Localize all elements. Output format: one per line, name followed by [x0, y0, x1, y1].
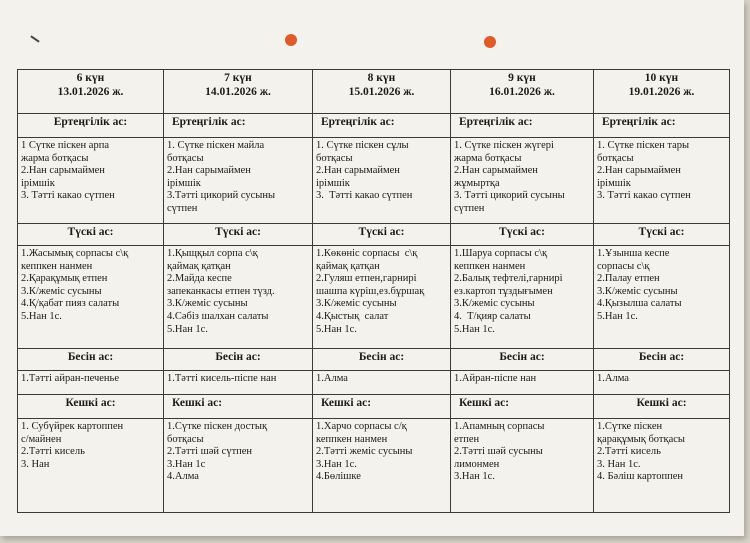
menu-item-line: 1.Тәтті кисель-піспе нан	[167, 373, 277, 384]
menu-item-line: кеппкен нанмен	[21, 260, 93, 272]
dinner-label-row	[18, 395, 730, 419]
meal-label: Түскі ас:	[18, 224, 164, 246]
menu-item-line: етпен	[454, 433, 480, 445]
meal-label: Ертеңгілік ас:	[594, 114, 730, 138]
day-header: 6 күн 13.01.2026 ж.	[18, 70, 164, 114]
meal-label: Кешкі ас:	[451, 395, 594, 419]
menu-cell	[18, 138, 164, 224]
menu-item-line: 3. Нан 1с.	[597, 458, 641, 470]
binder-hole-left	[285, 34, 297, 46]
meal-label: Ертеңгілік ас:	[313, 114, 451, 138]
meal-label: Түскі ас:	[451, 224, 594, 246]
menu-cell	[18, 371, 164, 395]
menu-item-line: жарма ботқасы	[21, 152, 89, 164]
menu-cell	[451, 371, 594, 395]
menu-item-line: 3. Тәтті какао сүтпен	[316, 190, 413, 202]
menu-item-line: 2.Тәтті жеміс сусыны	[316, 446, 413, 458]
menu-item-line: 2.Тәтті шәй сүтпен	[167, 446, 253, 458]
menu-item-line: 5.Нан 1с.	[21, 310, 62, 322]
menu-item-line: ботқасы	[167, 152, 204, 164]
meal-label: Ертеңгілік ас:	[18, 114, 164, 138]
menu-item-line: 1.Қыщқыл сорпа с\қ	[167, 248, 258, 259]
menu-cell	[313, 138, 451, 224]
menu-item-line: 2.Тәтті кисель	[597, 446, 661, 458]
menu-item-line: сүтпен	[167, 202, 198, 214]
menu-item-line: 5.Нан 1с.	[597, 310, 638, 322]
menu-item-line: шашпа күріш,ез.бұршақ	[316, 285, 425, 297]
menu-cell	[313, 419, 451, 513]
menu-item-line: 4.Сәбіз шалхан салаты	[167, 310, 269, 322]
pen-mark	[30, 35, 39, 42]
menu-item-line: 1. Сүтке піскен тары	[597, 140, 690, 151]
snack-label-row	[18, 349, 730, 371]
menu-cell	[594, 419, 730, 513]
menu-item-line: кеппкен нанмен	[316, 433, 388, 445]
menu-item-line: 1.Харчо сорпасы с/қ	[316, 421, 407, 432]
menu-item-line: кеппкен нанмен	[454, 260, 526, 272]
menu-item-line: 1.Сүтке піскен достық	[167, 421, 268, 432]
meal-label: Түскі ас:	[313, 224, 451, 246]
menu-item-line: 1.Апамның сорпасы	[454, 421, 545, 432]
menu-item-line: 4. Т/қияр салаты	[454, 310, 531, 322]
menu-item-line: 1. Сүтке піскен жүгері	[454, 140, 554, 151]
dinner-items-row	[18, 419, 730, 513]
menu-cell	[594, 371, 730, 395]
meal-label: Кешкі ас:	[594, 395, 730, 419]
meal-label: Кешкі ас:	[164, 395, 313, 419]
menu-item-line: 1.Алма	[316, 373, 348, 384]
menu-item-line: 4.Алма	[167, 471, 199, 483]
menu-table	[17, 69, 730, 513]
menu-item-line: 4.Қызылша салаты	[597, 298, 682, 310]
lunch-items-row	[18, 246, 730, 349]
menu-item-line: 1.Шаруа сорпасы с\қ	[454, 248, 548, 259]
menu-item-line: 1.Айран-піспе нан	[454, 373, 537, 384]
menu-cell	[18, 419, 164, 513]
menu-item-line: 1.Сүтке піскен	[597, 421, 663, 432]
menu-cell	[594, 138, 730, 224]
menu-cell	[18, 246, 164, 349]
day-header: 7 күн 14.01.2026 ж.	[164, 70, 313, 114]
menu-item-line: 2.Палау етпен	[597, 273, 660, 285]
menu-cell	[451, 138, 594, 224]
meal-label: Түскі ас:	[164, 224, 313, 246]
meal-label: Ертеңгілік ас:	[164, 114, 313, 138]
menu-item-line: 5.Нан 1с.	[167, 323, 208, 335]
menu-item-line: 2.Нан сарымаймен	[597, 165, 681, 177]
menu-item-line: 5.Нан 1с.	[454, 323, 495, 335]
menu-item-line: ботқасы	[316, 152, 353, 164]
meal-label: Бесін ас:	[594, 349, 730, 371]
day-header: 9 күн 16.01.2026 ж.	[451, 70, 594, 114]
day-header-row	[18, 70, 730, 114]
meal-label: Бесін ас:	[313, 349, 451, 371]
meal-label: Бесін ас:	[451, 349, 594, 371]
menu-item-line: сүтпен	[454, 202, 485, 214]
menu-item-line: 3.Нан 1с.	[454, 471, 495, 483]
menu-item-line: 3. Тәтті какао сүтпен	[597, 190, 691, 202]
menu-item-line: 3.К/жеміс сусыны	[316, 298, 397, 310]
breakfast-items-row	[18, 138, 730, 224]
menu-item-line: ірімшік	[597, 177, 631, 189]
menu-cell	[164, 419, 313, 513]
menu-item-line: ботқасы	[597, 152, 634, 164]
menu-item-line: 2.Қарақұмық етпен	[21, 273, 108, 285]
menu-item-line: 3.Нан 1с.	[316, 458, 357, 470]
menu-cell	[313, 246, 451, 349]
meal-label: Кешкі ас:	[18, 395, 164, 419]
menu-item-line: 3.Нан 1с	[167, 458, 206, 470]
menu-item-line: 3. Нан	[21, 458, 50, 470]
menu-item-line: қаймақ қатқан	[316, 260, 380, 272]
menu-item-line: 5.Нан 1с.	[316, 323, 357, 335]
menu-item-line: 3. Тәтті цикорий сусыны	[454, 190, 565, 202]
menu-item-line: жұмыртқа	[454, 177, 500, 189]
menu-item-line: қарақұмық ботқасы	[597, 433, 685, 445]
menu-item-line: 2.Нан сарымаймен	[454, 165, 538, 177]
day-header: 10 күн 19.01.2026 ж.	[594, 70, 730, 114]
menu-item-line: 3.К/жеміс сусыны	[21, 285, 102, 297]
meal-label: Ертеңгілік ас:	[451, 114, 594, 138]
menu-item-line: 1. Субүйрек картоппен	[21, 421, 124, 432]
meal-label: Бесін ас:	[18, 349, 164, 371]
lunch-label-row	[18, 224, 730, 246]
meal-label: Түскі ас:	[594, 224, 730, 246]
meal-label: Кешкі ас:	[313, 395, 451, 419]
menu-cell	[164, 138, 313, 224]
menu-item-line: 2.Нан сарымаймен	[21, 165, 105, 177]
menu-item-line: запеканкасы етпен түзд.	[167, 285, 275, 297]
menu-cell	[594, 246, 730, 349]
menu-item-line: 4.Бөлішке	[316, 471, 361, 483]
menu-item-line: 1 Сүтке піскен арпа	[21, 140, 109, 151]
menu-item-line: 3.К/жеміс сусыны	[597, 285, 678, 297]
snack-items-row	[18, 371, 730, 395]
menu-item-line: 2.Тәтті кисель	[21, 446, 85, 458]
menu-item-line: сорпасы с\қ	[597, 260, 650, 272]
menu-item-line: 1. Сүтке піскен сұлы	[316, 140, 409, 151]
menu-item-line: 4. Бәліш картоппен	[597, 471, 683, 483]
menu-item-line: 2.Балық тефтелі,гарнирі	[454, 273, 563, 285]
menu-item-line: 2.Майда кеспе	[167, 273, 232, 285]
menu-cell	[451, 419, 594, 513]
menu-item-line: 1.Көкөніс сорпасы с\қ	[316, 248, 418, 259]
meal-label: Бесін ас:	[164, 349, 313, 371]
menu-item-line: 4.Қ/қабат пияз салаты	[21, 298, 120, 310]
breakfast-label-row	[18, 114, 730, 138]
menu-item-line: ірімшік	[167, 177, 201, 189]
menu-item-line: ірімшік	[316, 177, 350, 189]
menu-item-line: 3. Тәтті какао сүтпен	[21, 190, 115, 202]
menu-item-line: 2.Нан сарымаймен	[316, 165, 400, 177]
menu-item-line: с/майнен	[21, 433, 62, 445]
menu-item-line: 3.Тәтті цикорий сусыны	[167, 190, 275, 202]
menu-item-line: 4.Қыстық салат	[316, 310, 389, 322]
menu-item-line: ез.картоп тұздығымен	[454, 285, 553, 297]
menu-item-line: ботқасы	[167, 433, 204, 445]
menu-item-line: жарма ботқасы	[454, 152, 522, 164]
binder-hole-right	[484, 36, 496, 48]
menu-item-line: 1.Ұзынша кеспе	[597, 248, 670, 259]
menu-item-line: 1. Сүтке піскен майла	[167, 140, 265, 151]
menu-cell	[164, 371, 313, 395]
day-header: 8 күн 15.01.2026 ж.	[313, 70, 451, 114]
menu-item-line: 3.К/жеміс сусыны	[454, 298, 535, 310]
menu-item-line: 2.Нан сарымаймен	[167, 165, 251, 177]
menu-item-line: ірімшік	[21, 177, 55, 189]
menu-cell	[313, 371, 451, 395]
menu-cell	[451, 246, 594, 349]
menu-item-line: 3.К/жеміс сусыны	[167, 298, 248, 310]
menu-item-line: 1.Алма	[597, 373, 629, 384]
menu-item-line: лимонмен	[454, 458, 500, 470]
menu-cell	[164, 246, 313, 349]
menu-item-line: 2.Гуляш етпен,гарнирі	[316, 273, 417, 285]
menu-item-line: 2.Тәтті шәй сусыны	[454, 446, 543, 458]
menu-item-line: 1.Жасымық сорпасы с\қ	[21, 248, 129, 259]
menu-item-line: 1.Тәтті айран-печенье	[21, 373, 120, 384]
menu-item-line: қаймақ қатқан	[167, 260, 231, 272]
